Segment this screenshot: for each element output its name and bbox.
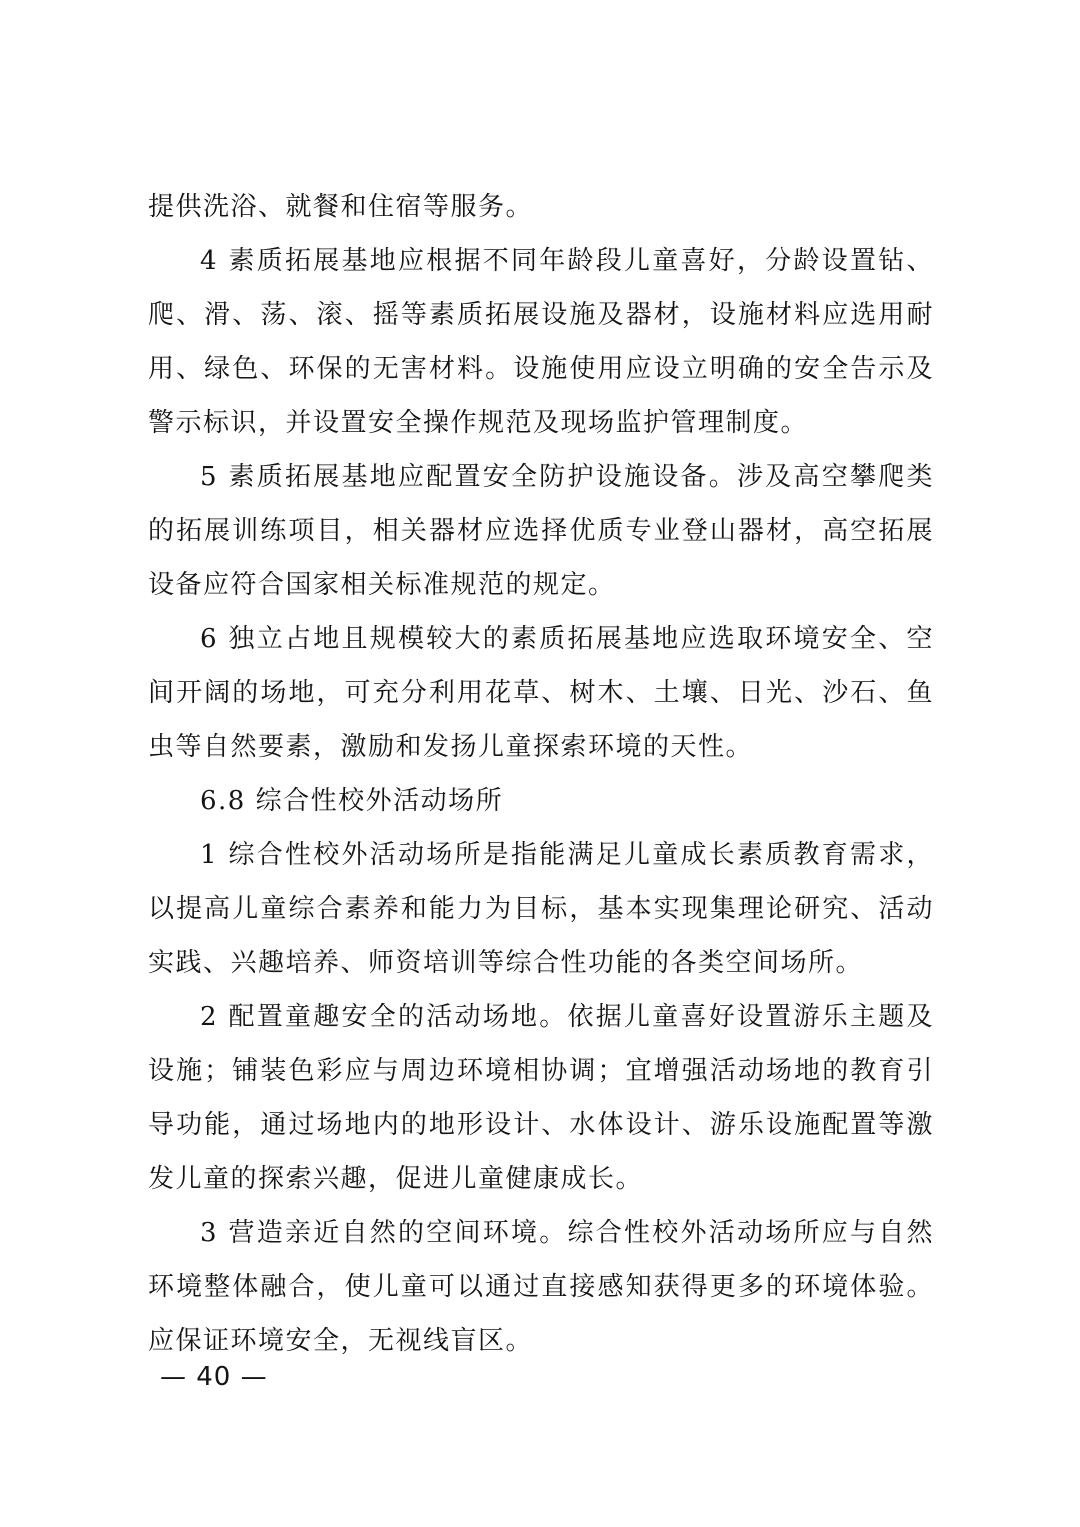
- paragraph-item-5: 5 素质拓展基地应配置安全防护设施设备。涉及高空攀爬类的拓展训练项目，相关器材应选择优质专业登山器材，高空拓展设备应符合国家相关标准规范的规定。: [148, 462, 934, 600]
- paragraph-item-6: 6 独立占地且规模较大的素质拓展基地应选取环境安全、空间开阔的场地，可充分利用花草、树木、土壤、日光、沙石、鱼虫等自然要素，激励和发扬儿童探索环境的天性。: [148, 624, 934, 762]
- section-heading: 6.8 综合性校外活动场所: [200, 786, 504, 816]
- page-number: — 40 —: [160, 1362, 268, 1392]
- section-paragraph-3: 3 营造亲近自然的空间环境。综合性校外活动场所应与自然环境整体融合，使儿童可以通过直接感知获得更多的环境体验。应保证环境安全，无视线盲区。: [148, 1218, 934, 1356]
- paragraph-item-4: 4 素质拓展基地应根据不同年龄段儿童喜好，分龄设置钻、爬、滑、荡、滚、摇等素质拓展设施及器材，设施材料应选用耐用、绿色、环保的无害材料。设施使用应设立明确的安全告示及警示标识，并设置安全操作规范及现场监护管理制度。: [148, 246, 934, 438]
- section-paragraph-1: 1 综合性校外活动场所是指能满足儿童成长素质教育需求，以提高儿童综合素养和能力为目标，基本实现集理论研究、活动实践、兴趣培养、师资培训等综合性功能的各类空间场所。: [148, 840, 934, 978]
- document-body: [148, 180, 934, 1368]
- paragraph-continuation: 提供洗浴、就餐和住宿等服务。: [148, 192, 534, 222]
- section-paragraph-2: 2 配置童趣安全的活动场地。依据儿童喜好设置游乐主题及设施；铺装色彩应与周边环境相协调；宜增强活动场地的教育引导功能，通过场地内的地形设计、水体设计、游乐设施配置等激发儿童的探索兴趣，促进儿童健康成长。: [148, 1002, 934, 1194]
